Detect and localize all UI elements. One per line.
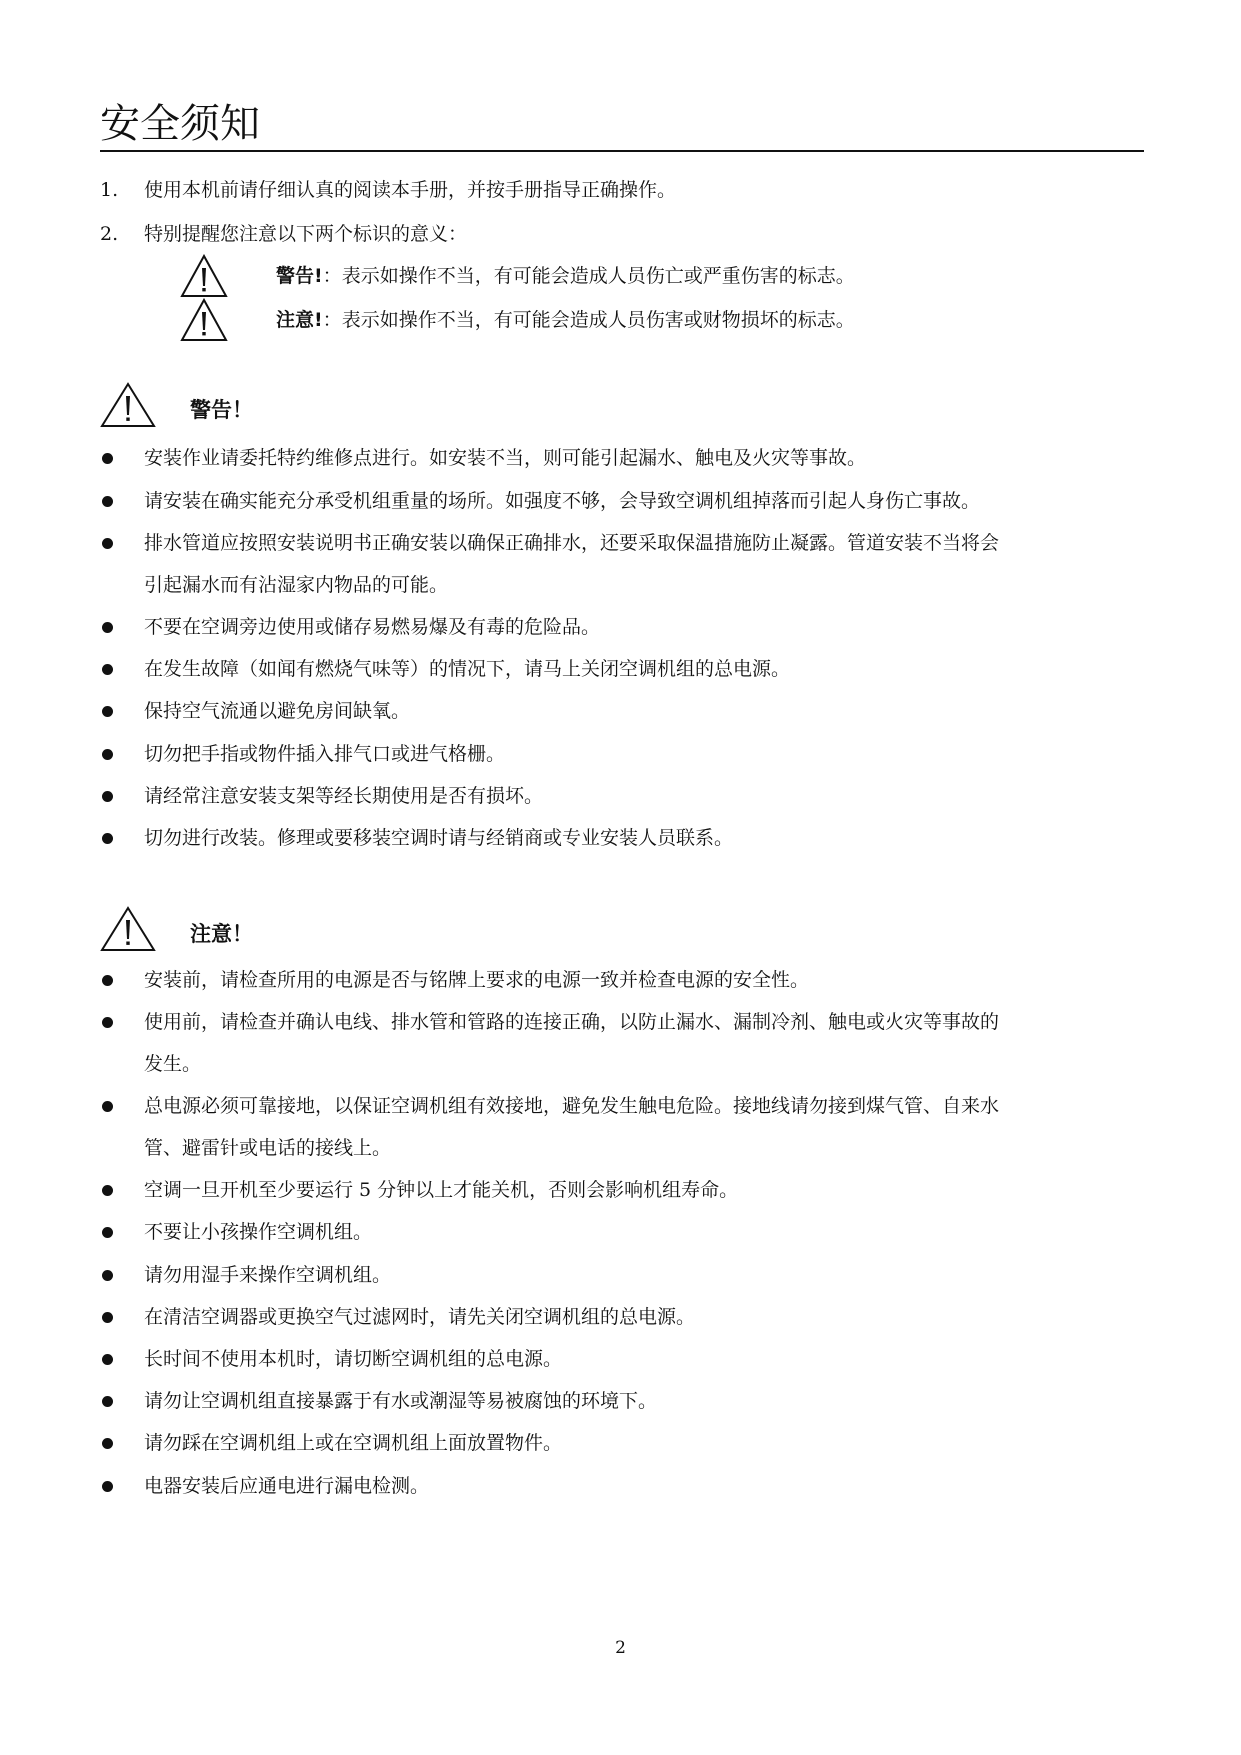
item-text: 保持空气流通以避免房间缺氧。 bbox=[144, 700, 411, 722]
warning-triangle-icon bbox=[180, 298, 228, 346]
bullet-dot bbox=[102, 975, 113, 986]
legend-description bbox=[276, 306, 855, 334]
legend-warning bbox=[180, 254, 1080, 298]
page-number: 2 bbox=[615, 1638, 626, 1658]
legend-separator: ： bbox=[322, 309, 342, 331]
item-text: 安装前，请检查所用的电源是否与铭牌上要求的电源一致并检查电源的安全性。 bbox=[144, 969, 810, 991]
legend-label: 警告! bbox=[276, 265, 323, 287]
page-title: 安全须知 bbox=[100, 101, 260, 147]
warning-section-heading bbox=[100, 382, 500, 430]
item-text: 特别提醒您注意以下两个标识的意义： bbox=[144, 223, 468, 245]
item-text: 排水管道应按照安装说明书正确安装以确保正确排水，还要采取保温措施防止凝露。管道安装不当将会 bbox=[144, 532, 1000, 554]
bullet-dot bbox=[102, 1185, 113, 1196]
item-text: 电器安装后应通电进行漏电检测。 bbox=[144, 1475, 430, 1497]
bullet-dot bbox=[102, 1227, 113, 1238]
bullet-dot bbox=[102, 1396, 113, 1407]
warning-triangle-icon bbox=[180, 254, 228, 302]
bullet-dot bbox=[102, 538, 113, 549]
bullet-dot bbox=[102, 1270, 113, 1281]
bullet-dot bbox=[102, 453, 113, 464]
item-text: 长时间不使用本机时，请切断空调机组的总电源。 bbox=[144, 1348, 563, 1370]
legend-description bbox=[276, 262, 855, 290]
item-text: 安装作业请委托特约维修点进行。如安装不当，则可能引起漏水、触电及火灾等事故。 bbox=[144, 447, 867, 469]
item-text-continued: 引起漏水而有沾湿家内物品的可能。 bbox=[144, 574, 449, 596]
item-text-continued: 发生。 bbox=[144, 1053, 202, 1075]
title-divider bbox=[100, 150, 1144, 152]
bullet-dot bbox=[102, 791, 113, 802]
warning-triangle-icon bbox=[100, 382, 156, 432]
bullet-dot bbox=[102, 622, 113, 633]
bullet-dot bbox=[102, 1017, 113, 1028]
bullet-dot bbox=[102, 706, 113, 717]
legend-caution bbox=[180, 298, 1080, 342]
item-text: 请勿踩在空调机组上或在空调机组上面放置物件。 bbox=[144, 1432, 563, 1454]
item-text: 总电源必须可靠接地，以保证空调机组有效接地，避免发生触电危险。接地线请勿接到煤气管、自来水 bbox=[144, 1095, 1000, 1117]
item-number: 2. bbox=[100, 223, 119, 245]
item-text: 请安装在确实能充分承受机组重量的场所。如强度不够，会导致空调机组掉落而引起人身伤亡事故。 bbox=[144, 490, 981, 512]
legend-label: 注意! bbox=[276, 309, 323, 331]
bullet-dot bbox=[102, 664, 113, 675]
section-title: 注意！ bbox=[190, 922, 253, 946]
legend-text: 表示如操作不当，有可能会造成人员伤亡或严重伤害的标志。 bbox=[341, 265, 855, 287]
legend-separator: ： bbox=[322, 265, 342, 287]
item-text: 请经常注意安装支架等经长期使用是否有损坏。 bbox=[144, 785, 544, 807]
item-text: 在发生故障（如闻有燃烧气味等）的情况下，请马上关闭空调机组的总电源。 bbox=[144, 658, 791, 680]
item-text: 在清洁空调器或更换空气过滤网时，请先关闭空调机组的总电源。 bbox=[144, 1306, 696, 1328]
bullet-dot bbox=[102, 1312, 113, 1323]
bullet-dot bbox=[102, 1438, 113, 1449]
item-text: 使用本机前请仔细认真的阅读本手册，并按手册指导正确操作。 bbox=[144, 179, 677, 201]
bullet-dot bbox=[102, 1481, 113, 1492]
warning-triangle-icon bbox=[100, 906, 156, 956]
bullet-dot bbox=[102, 833, 113, 844]
item-text: 空调一旦开机至少要运行 5 分钟以上才能关机，否则会影响机组寿命。 bbox=[144, 1179, 739, 1201]
item-number: 1. bbox=[100, 179, 119, 201]
bullet-dot bbox=[102, 1354, 113, 1365]
section-title: 警告！ bbox=[190, 398, 253, 422]
bullet-dot bbox=[102, 496, 113, 507]
item-text: 切勿进行改装。修理或要移装空调时请与经销商或专业安装人员联系。 bbox=[144, 827, 734, 849]
item-text-continued: 管、避雷针或电话的接线上。 bbox=[144, 1137, 392, 1159]
item-text: 请勿用湿手来操作空调机组。 bbox=[144, 1264, 392, 1286]
bullet-dot bbox=[102, 1101, 113, 1112]
item-text: 不要让小孩操作空调机组。 bbox=[144, 1221, 373, 1243]
item-text: 请勿让空调机组直接暴露于有水或潮湿等易被腐蚀的环境下。 bbox=[144, 1390, 658, 1412]
item-text: 不要在空调旁边使用或储存易燃易爆及有毒的危险品。 bbox=[144, 616, 601, 638]
item-text: 切勿把手指或物件插入排气口或进气格栅。 bbox=[144, 743, 506, 765]
caution-section-heading bbox=[100, 906, 500, 954]
legend-text: 表示如操作不当，有可能会造成人员伤害或财物损坏的标志。 bbox=[341, 309, 855, 331]
item-text: 使用前，请检查并确认电线、排水管和管路的连接正确，以防止漏水、漏制冷剂、触电或火灾等事故的 bbox=[144, 1011, 1000, 1033]
bullet-dot bbox=[102, 749, 113, 760]
